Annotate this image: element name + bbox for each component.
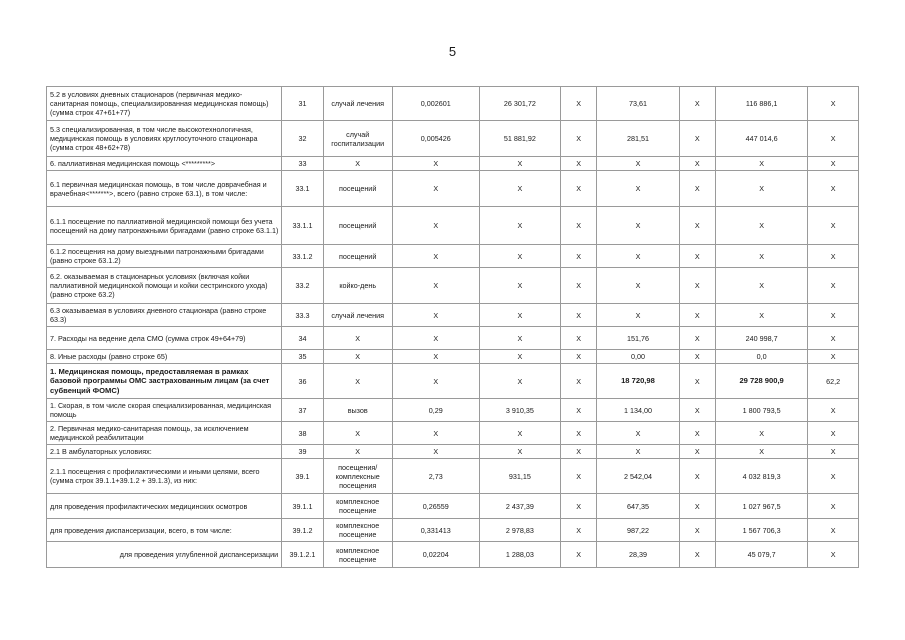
cell-code: 33 — [282, 157, 324, 171]
cell-code: 31 — [282, 87, 324, 121]
cell-c8: X — [679, 542, 715, 568]
cell-c5: X — [479, 157, 560, 171]
cell-c4: 0,02204 — [392, 542, 479, 568]
cell-c10: X — [808, 87, 859, 121]
cell-c5: 2 437,39 — [479, 494, 560, 519]
row-name-cell: для проведения диспансеризации, всего, в том числе: — [47, 519, 282, 542]
table-row — [47, 121, 859, 157]
cell-code: 38 — [282, 422, 324, 445]
cell-code: 36 — [282, 364, 324, 399]
cell-code: 37 — [282, 399, 324, 422]
cell-unit: комплексное посещение — [323, 519, 392, 542]
cell-c4: X — [392, 157, 479, 171]
cell-c9: 4 032 819,3 — [716, 459, 808, 494]
cell-c9: 1 027 967,5 — [716, 494, 808, 519]
row-name-cell: 2.1 В амбулаторных условиях: — [47, 445, 282, 459]
cell-c9: 45 079,7 — [716, 542, 808, 568]
row-name-cell: для проведения профилактических медицинских осмотров — [47, 494, 282, 519]
cell-c7: X — [597, 268, 679, 304]
row-name-cell: 6.1.2 посещения на дому выездными патронажными бригадами (равно строке 63.1.2) — [47, 245, 282, 268]
cell-c8: X — [679, 87, 715, 121]
cell-c6: X — [560, 519, 596, 542]
cell-unit: случай лечения — [323, 304, 392, 327]
cell-c4: 0,26559 — [392, 494, 479, 519]
cell-c5: 51 881,92 — [479, 121, 560, 157]
cell-c10: X — [808, 245, 859, 268]
cell-unit: X — [323, 157, 392, 171]
cell-code: 33.3 — [282, 304, 324, 327]
row-name-cell: 2. Первичная медико-санитарная помощь, за исключением медицинской реабилитации — [47, 422, 282, 445]
cell-c7: 2 542,04 — [597, 459, 679, 494]
cell-code: 34 — [282, 327, 324, 350]
cell-unit: X — [323, 422, 392, 445]
cell-c4: 0,005426 — [392, 121, 479, 157]
cell-c7: X — [597, 171, 679, 207]
cell-unit: комплексное посещение — [323, 542, 392, 568]
cell-c7: 28,39 — [597, 542, 679, 568]
cell-c4: X — [392, 350, 479, 364]
cell-code: 39.1.1 — [282, 494, 324, 519]
cell-c8: X — [679, 245, 715, 268]
cell-unit: X — [323, 327, 392, 350]
cell-unit: посещений — [323, 207, 392, 245]
cell-c7: X — [597, 157, 679, 171]
cell-c6: X — [560, 207, 596, 245]
table-row — [47, 327, 859, 350]
cell-c7: X — [597, 304, 679, 327]
cell-c4: X — [392, 207, 479, 245]
cell-c7: 151,76 — [597, 327, 679, 350]
cell-c4: X — [392, 268, 479, 304]
cell-c8: X — [679, 304, 715, 327]
cell-c10: X — [808, 327, 859, 350]
cell-c7: X — [597, 422, 679, 445]
cell-unit: посещения/ комплексные посещения — [323, 459, 392, 494]
row-name-cell: 2.1.1 посещения с профилактическими и иными целями, всего (сумма строк 39.1.1+39.1.2 + 39.1.3), из них: — [47, 459, 282, 494]
table-row — [47, 157, 859, 171]
cell-c8: X — [679, 171, 715, 207]
cell-c5: 3 910,35 — [479, 399, 560, 422]
cell-c5: X — [479, 207, 560, 245]
cell-c8: X — [679, 327, 715, 350]
cell-c5: X — [479, 171, 560, 207]
cell-unit: вызов — [323, 399, 392, 422]
cell-c9: X — [716, 245, 808, 268]
cell-c7: 0,00 — [597, 350, 679, 364]
cell-c5: X — [479, 268, 560, 304]
row-name-cell: для проведения углубленной диспансеризации — [47, 542, 282, 568]
cell-c4: X — [392, 304, 479, 327]
cell-c5: X — [479, 445, 560, 459]
cell-c8: X — [679, 207, 715, 245]
cell-c5: 931,15 — [479, 459, 560, 494]
cell-c4: 0,331413 — [392, 519, 479, 542]
cell-c9: 1 567 706,3 — [716, 519, 808, 542]
cell-c6: X — [560, 494, 596, 519]
cell-c9: 116 886,1 — [716, 87, 808, 121]
cell-c7: X — [597, 207, 679, 245]
row-name-cell: 6. паллиативная медицинская помощь <*********> — [47, 157, 282, 171]
cell-c7: X — [597, 245, 679, 268]
cell-c8: X — [679, 268, 715, 304]
cell-c8: X — [679, 459, 715, 494]
cell-unit: посещений — [323, 245, 392, 268]
table-row — [47, 519, 859, 542]
cell-code: 39.1 — [282, 459, 324, 494]
row-name-cell: 6.1.1 посещение по паллиативной медицинской помощи без учета посещений на дому патронажными бригадами (равно строке 63.1.1) — [47, 207, 282, 245]
row-name-cell: 6.1 первичная медицинская помощь, в том числе доврачебная и врачебная<*******>, всего (равно строке 63.1), в том числе: — [47, 171, 282, 207]
table-row — [47, 268, 859, 304]
cell-c10: X — [808, 542, 859, 568]
row-name-cell: 8. Иные расходы (равно строке 65) — [47, 350, 282, 364]
page-number: 5 — [448, 44, 457, 59]
cell-c10: X — [808, 157, 859, 171]
cell-c9: X — [716, 207, 808, 245]
cell-c10: X — [808, 121, 859, 157]
cell-c9: X — [716, 304, 808, 327]
cell-c6: X — [560, 422, 596, 445]
cell-unit: случай госпитализации — [323, 121, 392, 157]
cell-c7: 987,22 — [597, 519, 679, 542]
cell-c6: X — [560, 157, 596, 171]
cell-c8: X — [679, 399, 715, 422]
cell-c10: X — [808, 304, 859, 327]
table-row — [47, 364, 859, 399]
cell-c9: 0,0 — [716, 350, 808, 364]
cell-c9: 1 800 793,5 — [716, 399, 808, 422]
cell-c6: X — [560, 245, 596, 268]
cell-c4: X — [392, 245, 479, 268]
table-row — [47, 445, 859, 459]
cell-c10: X — [808, 350, 859, 364]
cell-c9: X — [716, 422, 808, 445]
cell-c6: X — [560, 542, 596, 568]
cell-c6: X — [560, 121, 596, 157]
table-row — [47, 207, 859, 245]
cell-c10: X — [808, 519, 859, 542]
cell-c7: 1 134,00 — [597, 399, 679, 422]
row-name-cell: 5.2 в условиях дневных стационаров (первичная медико-санитарная помощь, специализированная медицинская помощь) (сумма строк 47+61+77) — [47, 87, 282, 121]
cell-c9: 240 998,7 — [716, 327, 808, 350]
cell-c6: X — [560, 350, 596, 364]
cell-c9: 447 014,6 — [716, 121, 808, 157]
row-name-cell: 6.2. оказываемая в стационарных условиях (включая койки паллиативной медицинской помощи и койки сестринского ухода) (равно строке 63.2) — [47, 268, 282, 304]
cell-code: 32 — [282, 121, 324, 157]
cell-c4: X — [392, 327, 479, 350]
cell-c4: 2,73 — [392, 459, 479, 494]
cell-c9: X — [716, 445, 808, 459]
cell-code: 35 — [282, 350, 324, 364]
cell-c6: X — [560, 445, 596, 459]
cell-c6: X — [560, 459, 596, 494]
cell-c5: 2 978,83 — [479, 519, 560, 542]
cell-c6: X — [560, 399, 596, 422]
cell-c8: X — [679, 364, 715, 399]
cell-c8: X — [679, 422, 715, 445]
cell-c4: X — [392, 445, 479, 459]
cell-c10: X — [808, 399, 859, 422]
table-row — [47, 87, 859, 121]
table-row — [47, 350, 859, 364]
budget-table — [46, 86, 859, 568]
cell-c6: X — [560, 171, 596, 207]
cell-c7: 73,61 — [597, 87, 679, 121]
cell-code: 39 — [282, 445, 324, 459]
cell-c9: 29 728 900,9 — [716, 364, 808, 399]
cell-c5: X — [479, 245, 560, 268]
cell-c8: X — [679, 121, 715, 157]
cell-c9: X — [716, 171, 808, 207]
cell-c4: X — [392, 422, 479, 445]
cell-c6: X — [560, 327, 596, 350]
cell-c6: X — [560, 268, 596, 304]
cell-c5: X — [479, 304, 560, 327]
cell-c5: X — [479, 327, 560, 350]
row-name-cell: 1. Медицинская помощь, предоставляемая в рамках базовой программы ОМС застрахованным лицам (за счет субвенций ФОМС) — [47, 364, 282, 399]
cell-c9: X — [716, 157, 808, 171]
row-name-cell: 6.3 оказываемая в условиях дневного стационара (равно строке 63.3) — [47, 304, 282, 327]
cell-c10: X — [808, 445, 859, 459]
cell-c10: X — [808, 459, 859, 494]
cell-c6: X — [560, 87, 596, 121]
cell-unit: X — [323, 350, 392, 364]
table-row — [47, 304, 859, 327]
cell-c4: X — [392, 364, 479, 399]
cell-c5: X — [479, 422, 560, 445]
cell-code: 33.1 — [282, 171, 324, 207]
cell-c7: 647,35 — [597, 494, 679, 519]
cell-c5: X — [479, 364, 560, 399]
row-name-cell: 7. Расходы на ведение дела СМО (сумма строк 49+64+79) — [47, 327, 282, 350]
cell-c4: X — [392, 171, 479, 207]
cell-unit: X — [323, 445, 392, 459]
row-name-cell: 1. Скорая, в том числе скорая специализированная, медицинская помощь — [47, 399, 282, 422]
cell-c10: X — [808, 422, 859, 445]
cell-c6: X — [560, 304, 596, 327]
cell-unit: комплексное посещение — [323, 494, 392, 519]
table-row — [47, 245, 859, 268]
cell-c9: X — [716, 268, 808, 304]
cell-unit: посещений — [323, 171, 392, 207]
cell-code: 39.1.2 — [282, 519, 324, 542]
cell-c7: X — [597, 445, 679, 459]
table-row — [47, 399, 859, 422]
cell-code: 33.1.1 — [282, 207, 324, 245]
cell-c8: X — [679, 494, 715, 519]
cell-c10: X — [808, 207, 859, 245]
cell-c4: 0,002601 — [392, 87, 479, 121]
cell-c5: X — [479, 350, 560, 364]
table-row — [47, 494, 859, 519]
cell-c10: 62,2 — [808, 364, 859, 399]
cell-unit: X — [323, 364, 392, 399]
cell-c8: X — [679, 350, 715, 364]
cell-c10: X — [808, 494, 859, 519]
cell-c7: 18 720,98 — [597, 364, 679, 399]
cell-c5: 26 301,72 — [479, 87, 560, 121]
cell-c6: X — [560, 364, 596, 399]
cell-c4: 0,29 — [392, 399, 479, 422]
cell-code: 33.1.2 — [282, 245, 324, 268]
table-row — [47, 422, 859, 445]
cell-c8: X — [679, 157, 715, 171]
cell-c8: X — [679, 445, 715, 459]
cell-code: 33.2 — [282, 268, 324, 304]
cell-c10: X — [808, 171, 859, 207]
cell-c8: X — [679, 519, 715, 542]
table-row — [47, 459, 859, 494]
row-name-cell: 5.3 специализированная, в том числе высокотехнологичная, медицинская помощь в условиях круглосуточного стационара (сумма строк 48+62+78) — [47, 121, 282, 157]
cell-c7: 281,51 — [597, 121, 679, 157]
cell-unit: случай лечения — [323, 87, 392, 121]
cell-unit: койко-день — [323, 268, 392, 304]
table-row — [47, 542, 859, 568]
cell-code: 39.1.2.1 — [282, 542, 324, 568]
cell-c10: X — [808, 268, 859, 304]
cell-c5: 1 288,03 — [479, 542, 560, 568]
table-row — [47, 171, 859, 207]
